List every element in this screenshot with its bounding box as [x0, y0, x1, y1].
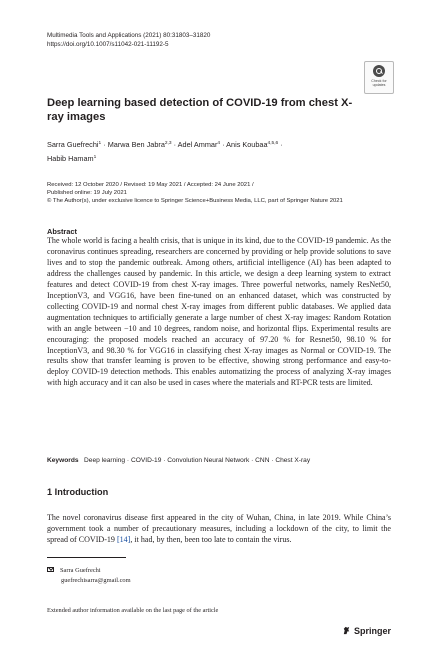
- intro-text: , it had, by then, been too late to contain the virus.: [130, 534, 292, 544]
- corresponding-author-email[interactable]: guefrechisarra@gmail.com: [61, 577, 131, 584]
- article-title: Deep learning based detection of COVID-19 from chest X-ray images: [47, 97, 353, 123]
- section-heading-introduction: 1 Introduction: [47, 487, 109, 497]
- author-name[interactable]: Anis Koubaa$^{4,5,6}$: [226, 140, 279, 149]
- keywords-list: Deep learning · COVID-19 · Convolution Neural Network · CNN · Chest X-ray: [84, 457, 311, 464]
- citation-link[interactable]: [14]: [116, 534, 131, 544]
- check-for-updates-badge[interactable]: [364, 61, 394, 94]
- publication-dates: [47, 181, 407, 206]
- journal-citation: Multimedia Tools and Applications (2021) 80:31803–31820: [47, 32, 211, 39]
- introduction-paragraph: [47, 513, 391, 546]
- footnote-divider: [47, 557, 126, 558]
- dates-line: Received: 12 October 2020 / Revised: 19 May 2021 / Accepted: 24 June 2021 /: [47, 182, 254, 188]
- abstract-heading: Abstract: [47, 227, 77, 236]
- springer-horse-icon: [342, 626, 351, 635]
- author-list: Sarra Guefrechi$^1$ · Marwa Ben Jabra$^{2,3}$ · Adel Ammar$^4$ · Anis Koubaa$^{4,5,6}$ · Habib Hamam$^1$: [47, 140, 283, 163]
- keywords-label: Keywords: [47, 457, 79, 464]
- author-name[interactable]: Adel Ammar$^4$: [177, 140, 221, 149]
- check-for-updates-icon: [373, 65, 385, 77]
- mail-icon: [47, 567, 54, 572]
- author-name[interactable]: Marwa Ben Jabra$^{2,3}$: [107, 140, 172, 149]
- dates-line: Published online: 19 July 2021: [47, 190, 127, 197]
- author-name[interactable]: Sarra Guefrechi$^1$: [47, 140, 102, 149]
- journal-header: [47, 32, 210, 49]
- author-name[interactable]: Habib Hamam$^1$: [47, 154, 97, 163]
- publisher-logo: [342, 626, 391, 636]
- extended-author-info: Extended author information available on the last page of the article: [47, 607, 219, 614]
- abstract-body: The whole world is facing a health crisis, that is unique in its kind, due to the COVID-19 pandemic. As the coronavirus continues spreading, researchers are concerned by providing or help provide solutions to save lives and to stop the pandemic outbreak. Among others, artificial intelligence (AI) has been adapted to address the challenges caused by pandemic. In this article, we design a deep learning system to extract features and detect COVID-19 from chest X-ray images. Three powerful networks, namely ResNet50, InceptionV3, and VGG16, have been fine-tuned on an enhanced dataset, which was constructed by collecting COVID-19 and normal chest X-ray images from different public databases. We applied data augmentation techniques to artificially generate a large number of chest X-ray images: Random Rotation with an angle between −10 and 10 degrees, random noise, and horizontal flips. Experimental results are encouraging: the proposed models reached an accuracy of 97.20 % for Resnet50, 98.10 % for InceptionV3, and 98.30 % for VGG16 in classifying chest X-ray images as Normal or COVID-19. The results show that transfer learning is proven to be effective, showing strong performance and easy-to-deploy COVID-19 detection methods. This enables automatizing the process of analyzing X-ray images with high accuracy and it can also be used in cases where the materials and RT-PCR tests are limited.: [47, 236, 391, 388]
- badge-label: [365, 79, 393, 87]
- keywords: [47, 457, 391, 464]
- badge-label-line1: Check for: [371, 79, 387, 83]
- corresponding-author-name: Sarra Guefrechi: [60, 567, 101, 574]
- corresponding-author: [47, 566, 131, 586]
- doi-link[interactable]: https://doi.org/10.1007/s11042-021-11192-5: [47, 40, 169, 48]
- intro-text: The novel coronavirus disease first appeared in the city of Wuhan, China, in late 2019. While China’s government took a number of precautionary measures, including a lockdown of the city, to limit the spread of COVID-19: [47, 513, 391, 544]
- copyright-line: © The Author(s), under exclusive licence to Springer Science+Business Media, LLC, part of Springer Nature 2021: [47, 198, 343, 205]
- badge-label-line2: updates: [372, 83, 386, 88]
- publisher-name: Springer: [354, 626, 392, 636]
